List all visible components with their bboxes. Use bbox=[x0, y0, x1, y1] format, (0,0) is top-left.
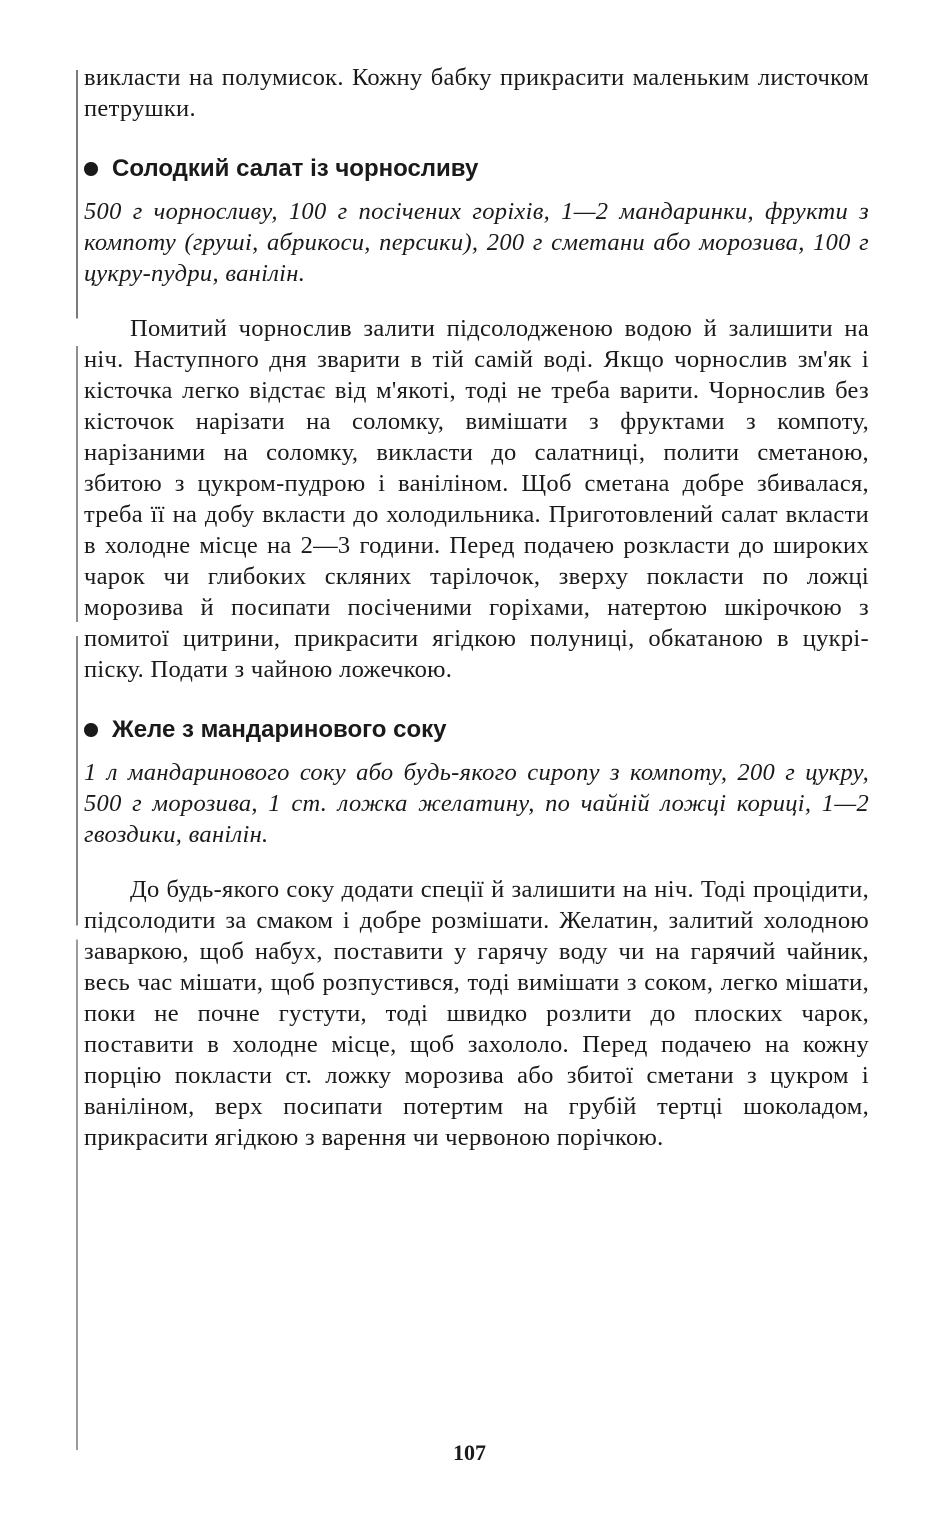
margin-rule bbox=[76, 70, 78, 1450]
recipe2-title-text: Желе з мандаринового соку bbox=[112, 716, 447, 743]
recipe2-method: До будь-якого соку додати спеції й залишити на ніч. Тоді процідити, підсолодити за смаком і добре розмішати. Желатин, залитий холодною заваркою, щоб набух, поставити у гарячу воду чи на гарячий чайник, весь час мішати, щоб розпустився, тоді вимішати з соком, легко мішати, поки не почне густути, тоді швидко розлити до плоских чарок, поставити в холодне місце, щоб захололо. Перед подачею на кожну порцію покласти ст. ложку морозива або збитої сметани з цукром і ваніліном, верх посипати потертим на грубій тертці шоколадом, прикрасити ягідкою з варення чи червоною порічкою. bbox=[84, 876, 869, 1151]
recipe1-title bbox=[84, 154, 869, 184]
bullet-icon bbox=[84, 162, 98, 176]
bullet-icon bbox=[84, 723, 98, 737]
recipe2-title bbox=[84, 715, 869, 745]
recipe2-ingredients: 1 л мандаринового соку або будь-якого сиропу з компоту, 200 г цукру, 500 г морозива, 1 ст. ложка желатину, по чайній ложці кориці, 1—2 гвоздики, ванілін. bbox=[84, 759, 869, 848]
page-number: 107 bbox=[453, 1440, 486, 1465]
recipe1-title-text: Солодкий салат із чорносливу bbox=[112, 155, 479, 182]
recipe1-ingredients: 500 г чорносливу, 100 г посічених горіхів, 1—2 мандаринки, фрукти з компоту (груші, абрикоси, персики), 200 г сметани або морозива, 100 г цукру-пудри, ванілін. bbox=[84, 198, 869, 287]
recipe1-method: Помитий чорнослив залити підсолодженою водою й залишити на ніч. Наступного дня зварити в тій самій воді. Якщо чорнослив зм'як і кісточка легко відстає від м'якоті, тоді не треба варити. Чорнослив без кісточок нарізати на соломку, вимішати з фруктами з компоту, нарізаними на соломку, викласти до салатниці, полити сметаною, збитою з цукром-пудрою і ваніліном. Щоб сметана добре збивалася, треба її на добу вкласти до холодильника. Приготовлений салат вкласти в холодне місце на 2—3 години. Перед подачею розкласти до широких чарок чи глибоких скляних тарілочок, зверху покласти по ложці морозива й посипати посіченими горіхами, натертою шкірочкою з помитої цитрини, прикрасити ягідкою полуниці, обкатаною в цукрі-піску. Подати з чайною ложечкою. bbox=[84, 315, 869, 683]
intro-paragraph: викласти на полумисок. Кожну бабку прикрасити маленьким листочком петрушки. bbox=[84, 64, 869, 122]
page-body bbox=[84, 62, 869, 1153]
